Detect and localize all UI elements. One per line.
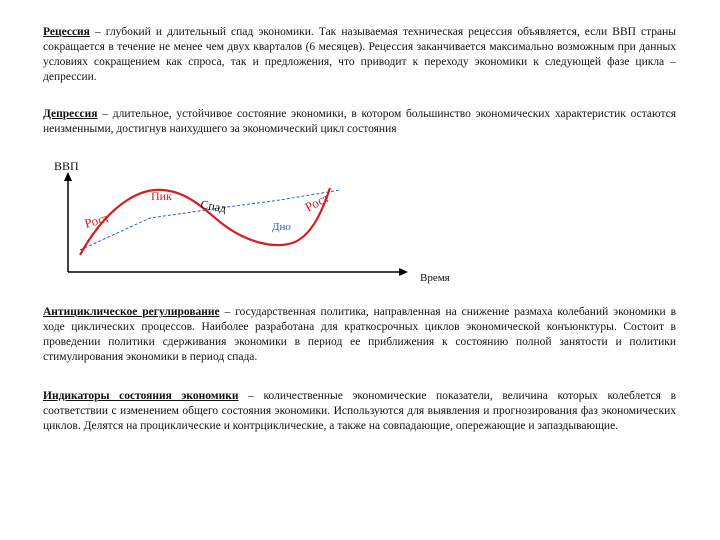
anticyclical-definition: – государственная политика, направленная на снижение размаха колебаний экономики в ходе циклических процессов. Наиболее разработана для краткосрочных циклов экономической конъюнктуры. Состоит в проведении политики сдерживания экономики в период ее приближения к состоянию полной занятости и политики стимулирования экономики в период спада. <box>43 306 677 363</box>
anticyclical-paragraph <box>43 305 676 365</box>
trough-label: Дно <box>272 221 291 233</box>
recession-term: Рецессия <box>43 26 90 38</box>
decline-label: Спад <box>199 197 228 216</box>
growth-label-2: Рост <box>302 189 332 215</box>
y-axis-arrow <box>64 172 72 181</box>
indicators-term: Индикаторы состояния экономики <box>43 390 239 402</box>
indicators-paragraph <box>43 389 676 434</box>
x-axis-label: Время <box>420 272 450 284</box>
y-axis-label: ВВП <box>54 159 79 173</box>
x-axis-arrow <box>399 268 408 276</box>
anticyclical-term: Антициклическое регулирование <box>43 306 220 318</box>
recession-paragraph <box>43 25 676 85</box>
depression-term: Депрессия <box>43 108 98 120</box>
depression-definition: – длительное, устойчивое состояние экономики, в котором большинство экономических характеристик остаются неизменными, достигнув наихудшего за экономический цикл состояния <box>43 108 676 135</box>
indicators-definition: – количественные экономические показатели, величина которых колеблется в соответствии с изменением общего состояния экономики. Используются для выявления и прогнозирования фаз экономических циклов. Делятся на проциклические и контрциклические, а также на совпадающие, опережающие и запаздывающие. <box>43 390 676 432</box>
business-cycle-diagram <box>40 150 460 295</box>
growth-label-1: Рост <box>82 209 112 231</box>
recession-definition: – глубокий и длительный спад экономики. Так называемая техническая рецессия объявляется, если ВВП страны сокращается в течение не менее чем двух кварталов (6 месяцев). Рецессия заканчивается максимально возможным при данных условиях сокращением как спроса, так и предложения, что приводит к переходу экономики к следующей фазе цикла – депрессии. <box>43 26 676 83</box>
peak-label: Пик <box>151 189 172 203</box>
depression-paragraph <box>43 107 676 137</box>
